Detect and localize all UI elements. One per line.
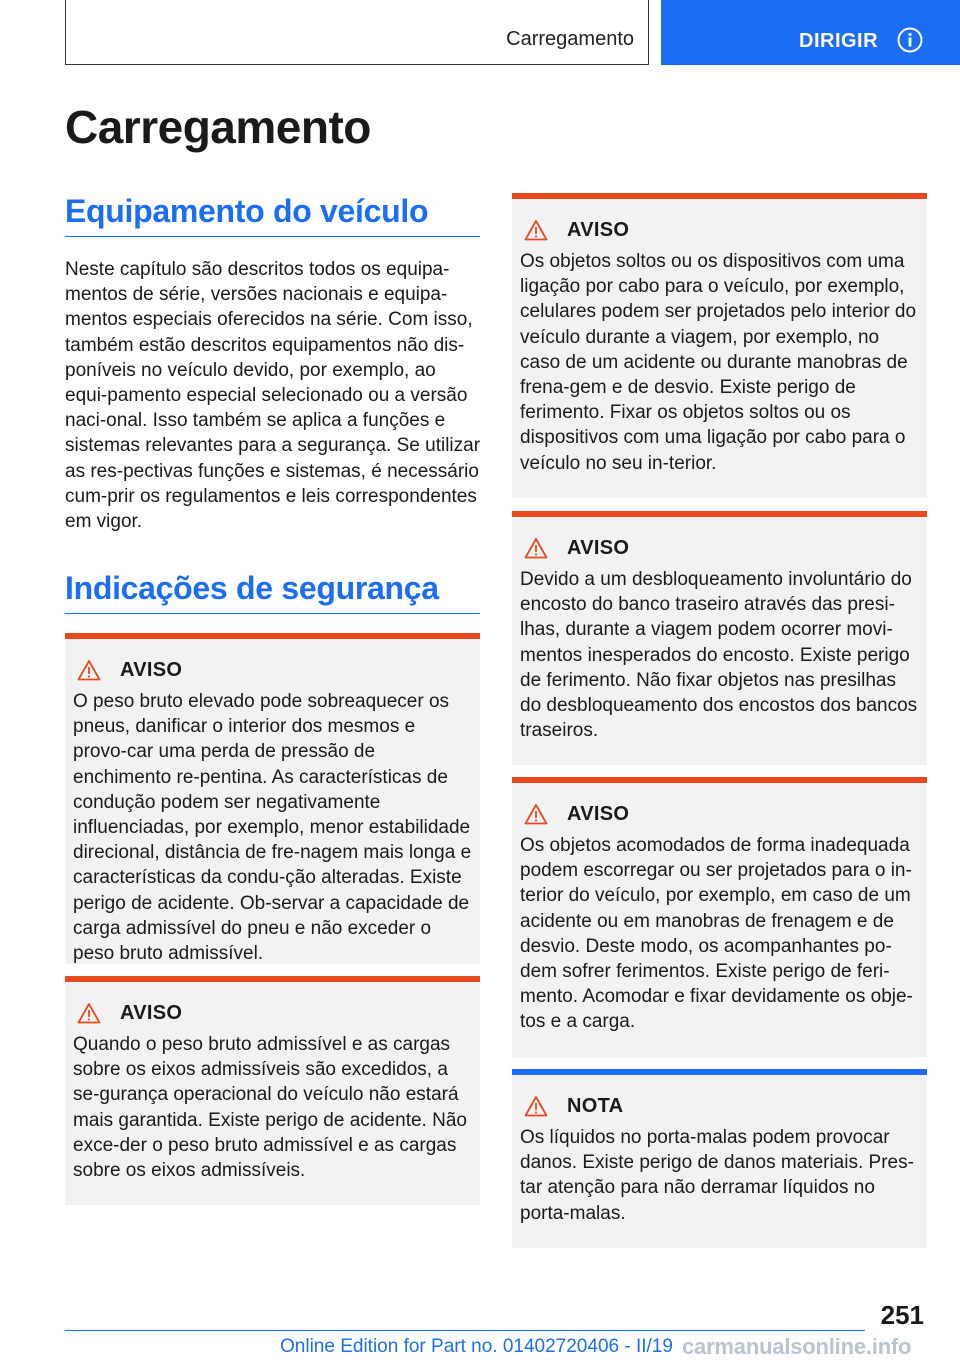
notice-title: AVISO [567, 536, 630, 559]
section-paragraph: Neste capítulo são descritos todos os equipa-mentos de série, versões nacionais e equipa-mentos especiais oferecidos na série. Com isso, também estão descritos equipamentos não dis-poníveis no veículo devido, por exemplo, ao equi-pamento especial selecionado ou a versão naci-onal. Isso também se aplica a funções e sistemas relevantes para a segurança. Se utilizar as res-pectivas funções e sistemas, é necessário cum-prir os regulamentos e leis correspondentes em vigor. [65, 259, 481, 533]
warning-notice [65, 976, 480, 1205]
footer-edition-text: Online Edition for Part no. 01402720406 - II/19 [280, 1336, 673, 1357]
notice-title: AVISO [567, 802, 630, 825]
notice-text: Os objetos acomodados de forma inadequada podem escorregar ou ser projetados para o in-terior do veículo, por exemplo, em caso de um acidente ou em manobras de frenagem e de desvio. Deste modo, os acompanhantes po-dem sofrer ferimentos. Existe perigo de feri-mento. Acomodar e fixar devidamente os obje-tos e a carga. [520, 835, 913, 1033]
notice-text: Devido a um desbloqueamento involuntário do encosto do banco traseiro através das presi-lhas, durante a viagem podem ocorrer movi-mentos inesperados do encosto. Existe perigo de ferimento. Não fixar objetos nas presilhas do desbloqueamento dos encostos dos bancos traseiros. [520, 569, 918, 742]
section-heading-equipamento: Equipamento do veículo [65, 193, 480, 237]
warning-triangle-icon [524, 803, 548, 825]
notice-title: AVISO [120, 658, 183, 681]
watermark: carmanualsonline.info [682, 1334, 912, 1359]
note-notice [512, 1069, 927, 1248]
warning-triangle-icon [524, 219, 548, 241]
info-icon[interactable] [897, 27, 923, 53]
warning-triangle-icon [77, 1002, 101, 1024]
warning-triangle-icon [524, 1095, 548, 1117]
notice-title: NOTA [567, 1094, 624, 1117]
warning-triangle-icon [77, 659, 101, 681]
header-section-box [65, 0, 649, 65]
tab-dirigir-label: DIRIGIR [799, 30, 879, 52]
section-heading-seguranca: Indicações de segurança [65, 570, 480, 614]
notice-text: Quando o peso bruto admissível e as cargas sobre os eixos admissíveis são excedidos, a se-gurança operacional do veículo não estará mais garantida. Existe perigo de acidente. Não exce-der o peso bruto admissível e as cargas sobre os eixos admissíveis. [73, 1034, 467, 1182]
footer-divider [65, 1330, 865, 1331]
tab-dirigir[interactable] [661, 0, 960, 65]
notice-title: AVISO [120, 1001, 183, 1024]
warning-notice [512, 193, 927, 498]
notice-title: AVISO [567, 218, 630, 241]
warning-triangle-icon [524, 537, 548, 559]
warning-notice [512, 777, 927, 1057]
page-number: 251 [880, 1300, 924, 1330]
notice-text: Os objetos soltos ou os dispositivos com uma ligação por cabo para o veículo, por exemplo, celulares podem ser projetados pelo interior do veículo durante a viagem, por exemplo, no caso de um acidente ou durante manobras de frena-gem e de desvio. Existe perigo de ferimento. Fixar os objetos soltos ou os dispositivos com uma ligação por cabo para o veículo no seu in-terior. [520, 251, 917, 474]
notice-text: O peso bruto elevado pode sobreaquecer os pneus, danificar o interior dos mesmos e provo-car uma perda de pressão de enchimento re-pentina. As características de condução podem ser negativamente influenciadas, por exemplo, menor estabilidade direcional, distância de fre-nagem mais longa e características da condu-ção alteradas. Existe perigo de acidente. Ob-servar a capacidade de carga admissível do pneu e não exceder o peso bruto admissível. [73, 691, 472, 965]
warning-notice [65, 633, 480, 964]
header-section-label: Carregamento [506, 28, 634, 50]
notice-text: Os líquidos no porta-malas podem provocar danos. Existe perigo de danos materiais. Pres-tar atenção para não derramar líquidos no porta-malas. [520, 1127, 914, 1224]
page-title: Carregamento [65, 101, 371, 153]
warning-notice [512, 511, 927, 765]
